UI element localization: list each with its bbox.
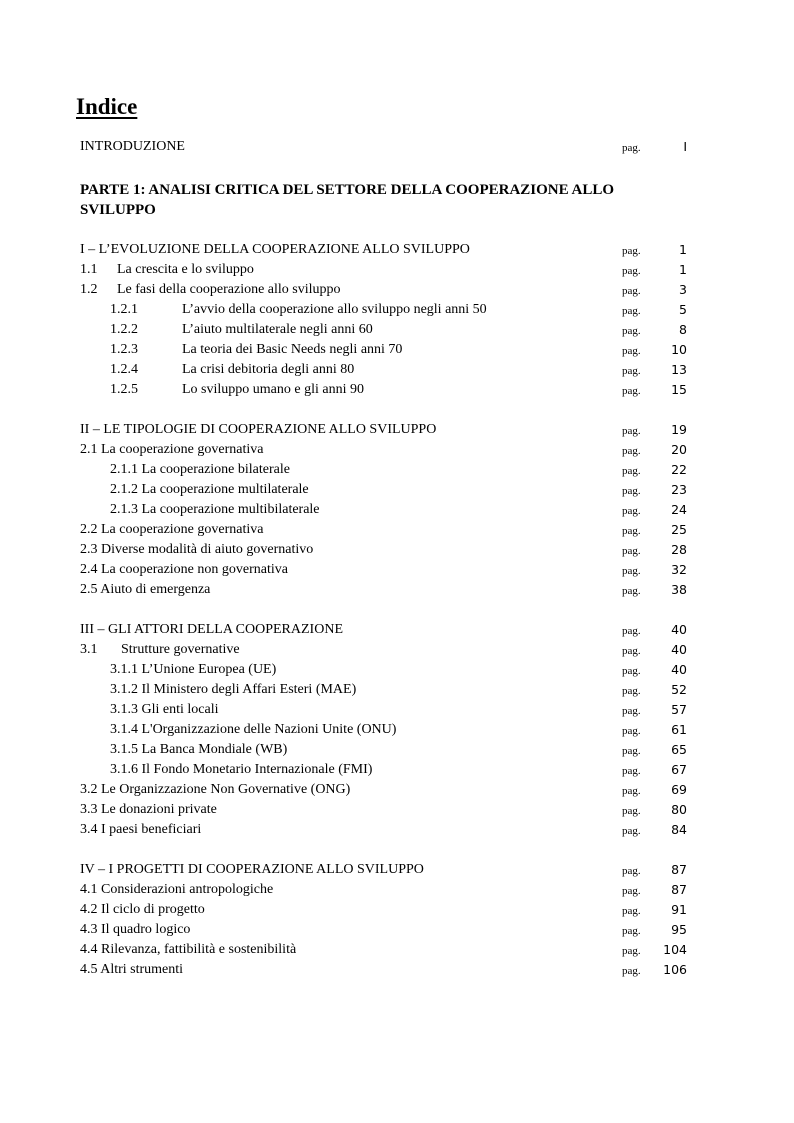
page-number: 40	[671, 642, 687, 657]
page-number: I	[683, 139, 687, 154]
page-number: 23	[671, 482, 687, 497]
page-number: 1	[679, 262, 687, 277]
toc-entry-number: 1.2.2	[110, 322, 138, 337]
toc-subentry[interactable]	[0, 460, 794, 480]
toc-entry-label: 3.1.6 Il Fondo Monetario Internazionale (FMI)	[110, 762, 373, 777]
toc-entry-label: 3.3 Le donazioni private	[80, 802, 217, 817]
toc-entry[interactable]	[0, 900, 794, 920]
toc-entry[interactable]	[0, 940, 794, 960]
pag-label: pag.	[622, 142, 641, 154]
toc-subentry[interactable]	[0, 740, 794, 760]
toc-entry-number: 1.2.1	[110, 302, 138, 317]
page-number: 20	[671, 442, 687, 457]
toc-subentry[interactable]	[0, 720, 794, 740]
page-number: 13	[671, 362, 687, 377]
toc-subentry[interactable]	[0, 500, 794, 520]
toc-chapter[interactable]	[0, 420, 794, 440]
toc-entry[interactable]	[0, 280, 794, 300]
toc-entry-label: L’aiuto multilaterale negli anni 60	[182, 322, 373, 337]
page-title: Indice	[76, 94, 138, 119]
toc-entry-label: 3.2 Le Organizzazione Non Governative (ONG)	[80, 782, 351, 797]
pag-label: pag.	[622, 725, 641, 737]
toc-entry-label: La crisi debitoria degli anni 80	[182, 362, 355, 377]
pag-label: pag.	[622, 545, 641, 557]
toc-entry-label: 3.1.3 Gli enti locali	[110, 702, 219, 717]
toc-entry-label: La crescita e lo sviluppo	[117, 262, 254, 277]
page-number: 61	[671, 722, 687, 737]
pag-label: pag.	[622, 905, 641, 917]
toc-entry[interactable]	[0, 540, 794, 560]
toc-entry[interactable]	[0, 560, 794, 580]
toc-entry-number: 1.2	[80, 282, 98, 297]
page-number: 87	[671, 862, 687, 877]
toc-entry[interactable]	[0, 880, 794, 900]
pag-label: pag.	[622, 305, 641, 317]
toc-subentry[interactable]	[0, 760, 794, 780]
pag-label: pag.	[622, 325, 641, 337]
page-number: 5	[679, 302, 687, 317]
toc-entry-label: 3.1.4 L'Organizzazione delle Nazioni Unite (ONU)	[110, 722, 397, 737]
pag-label: pag.	[622, 805, 641, 817]
toc-entry[interactable]	[0, 960, 794, 980]
pag-label: pag.	[622, 865, 641, 877]
page-number: 28	[671, 542, 687, 557]
pag-label: pag.	[622, 445, 641, 457]
pag-label: pag.	[622, 765, 641, 777]
pag-label: pag.	[622, 465, 641, 477]
page-number: 67	[671, 762, 687, 777]
pag-label: pag.	[622, 265, 641, 277]
toc-entry-label: 4.4 Rilevanza, fattibilità e sostenibilità	[80, 942, 297, 957]
toc-entry-label: 2.1.1 La cooperazione bilaterale	[110, 462, 290, 477]
toc-entry-label: Lo sviluppo umano e gli anni 90	[182, 382, 364, 397]
page-number: 40	[671, 622, 687, 637]
pag-label: pag.	[622, 705, 641, 717]
part-heading: PARTE 1: ANALISI CRITICA DEL SETTORE DELLA COOPERAZIONE ALLO SVILUPPO	[80, 182, 615, 218]
toc-entry-number: 1.2.5	[110, 382, 138, 397]
toc-entry-label: 2.4 La cooperazione non governativa	[80, 562, 288, 577]
page-number: 3	[679, 282, 687, 297]
pag-label: pag.	[622, 685, 641, 697]
page-number: 87	[671, 882, 687, 897]
pag-label: pag.	[622, 525, 641, 537]
page-number: 104	[663, 942, 687, 957]
pag-label: pag.	[622, 645, 641, 657]
toc-subentry[interactable]	[0, 380, 794, 400]
toc-entry-label: L’avvio della cooperazione allo sviluppo negli anni 50	[182, 302, 487, 317]
toc-subentry[interactable]	[0, 360, 794, 380]
page-number: 95	[671, 922, 687, 937]
toc-entry-number: 1.2.4	[110, 362, 138, 377]
toc-entry-label: 4.1 Considerazioni antropologiche	[80, 882, 274, 897]
pag-label: pag.	[622, 925, 641, 937]
page-number: 52	[671, 682, 687, 697]
toc-subentry[interactable]	[0, 340, 794, 360]
toc-entry[interactable]	[0, 260, 794, 280]
toc-entry-label: 4.2 Il ciclo di progetto	[80, 902, 205, 917]
toc-entry-label: I – L’EVOLUZIONE DELLA COOPERAZIONE ALLO SVILUPPO	[80, 242, 470, 257]
toc-entry-label: 2.1 La cooperazione governativa	[80, 442, 264, 457]
toc-entry-label: 2.1.2 La cooperazione multilaterale	[110, 482, 309, 497]
toc-entry-label: 3.1.1 L’Unione Europea (UE)	[110, 662, 277, 677]
toc-subentry[interactable]	[0, 300, 794, 320]
toc-entry[interactable]	[0, 920, 794, 940]
toc-entry-label: 2.1.3 La cooperazione multibilaterale	[110, 502, 320, 517]
toc-entry-label: 3.1.2 Il Ministero degli Affari Esteri (MAE)	[110, 682, 357, 697]
toc-entry[interactable]	[0, 820, 794, 840]
page-number: 19	[671, 422, 687, 437]
pag-label: pag.	[622, 285, 641, 297]
toc-entry[interactable]	[0, 800, 794, 820]
pag-label: pag.	[622, 825, 641, 837]
toc-chapter[interactable]	[0, 620, 794, 640]
page-number: 80	[671, 802, 687, 817]
toc-chapter[interactable]	[0, 240, 794, 260]
toc-entry[interactable]	[0, 440, 794, 460]
pag-label: pag.	[622, 565, 641, 577]
page-number: 1	[679, 242, 687, 257]
toc-entry-label: 2.3 Diverse modalità di aiuto governativo	[80, 542, 314, 557]
pag-label: pag.	[622, 625, 641, 637]
pag-label: pag.	[622, 385, 641, 397]
toc-entry-label: INTRODUZIONE	[80, 139, 185, 154]
page-number: 24	[671, 502, 687, 517]
pag-label: pag.	[622, 965, 641, 977]
pag-label: pag.	[622, 505, 641, 517]
toc-entry-number: 1.1	[80, 262, 98, 277]
toc-entry-number: 3.1	[80, 642, 98, 657]
toc-subentry[interactable]	[0, 680, 794, 700]
toc-entry-label: 2.5 Aiuto di emergenza	[80, 582, 211, 597]
toc-entry-number: 1.2.3	[110, 342, 138, 357]
toc-subentry[interactable]	[0, 660, 794, 680]
toc-entry-label: 2.2 La cooperazione governativa	[80, 522, 264, 537]
page-number: 22	[671, 462, 687, 477]
toc-entry-label: 3.4 I paesi beneficiari	[80, 822, 202, 837]
pag-label: pag.	[622, 345, 641, 357]
toc-entry-label: IV – I PROGETTI DI COOPERAZIONE ALLO SVILUPPO	[80, 862, 424, 877]
toc-entry-label: III – GLI ATTORI DELLA COOPERAZIONE	[80, 622, 343, 637]
toc-entry-label: Le fasi della cooperazione allo sviluppo	[117, 282, 341, 297]
pag-label: pag.	[622, 585, 641, 597]
page-number: 40	[671, 662, 687, 677]
page-number: 69	[671, 782, 687, 797]
page-number: 106	[663, 962, 687, 977]
toc-entry-label: 4.5 Altri strumenti	[80, 962, 184, 977]
toc-entry-label: La teoria dei Basic Needs negli anni 70	[182, 342, 403, 357]
toc-subentry[interactable]	[0, 480, 794, 500]
page-number: 38	[671, 582, 687, 597]
pag-label: pag.	[622, 485, 641, 497]
toc-entry-label: 4.3 Il quadro logico	[80, 922, 191, 937]
page-number: 25	[671, 522, 687, 537]
toc-entry[interactable]	[0, 780, 794, 800]
toc-entry-introduzione[interactable]	[0, 137, 794, 157]
toc-entry-label: II – LE TIPOLOGIE DI COOPERAZIONE ALLO SVILUPPO	[80, 422, 437, 437]
page-number: 8	[679, 322, 687, 337]
page-number: 57	[671, 702, 687, 717]
toc-entry-label: 3.1.5 La Banca Mondiale (WB)	[110, 742, 288, 757]
toc-subentry[interactable]	[0, 320, 794, 340]
toc-subentry[interactable]	[0, 700, 794, 720]
pag-label: pag.	[622, 365, 641, 377]
toc-entry[interactable]	[0, 520, 794, 540]
page-number: 32	[671, 562, 687, 577]
pag-label: pag.	[622, 945, 641, 957]
pag-label: pag.	[622, 885, 641, 897]
toc-chapter[interactable]	[0, 860, 794, 880]
page-number: 65	[671, 742, 687, 757]
page-number: 91	[671, 902, 687, 917]
toc-entry[interactable]	[0, 580, 794, 600]
page-number: 15	[671, 382, 687, 397]
pag-label: pag.	[622, 665, 641, 677]
page-number: 84	[671, 822, 687, 837]
page-number: 10	[671, 342, 687, 357]
pag-label: pag.	[622, 785, 641, 797]
toc-entry-label: Strutture governative	[121, 642, 240, 657]
toc-entry[interactable]	[0, 640, 794, 660]
pag-label: pag.	[622, 245, 641, 257]
pag-label: pag.	[622, 745, 641, 757]
pag-label: pag.	[622, 425, 641, 437]
